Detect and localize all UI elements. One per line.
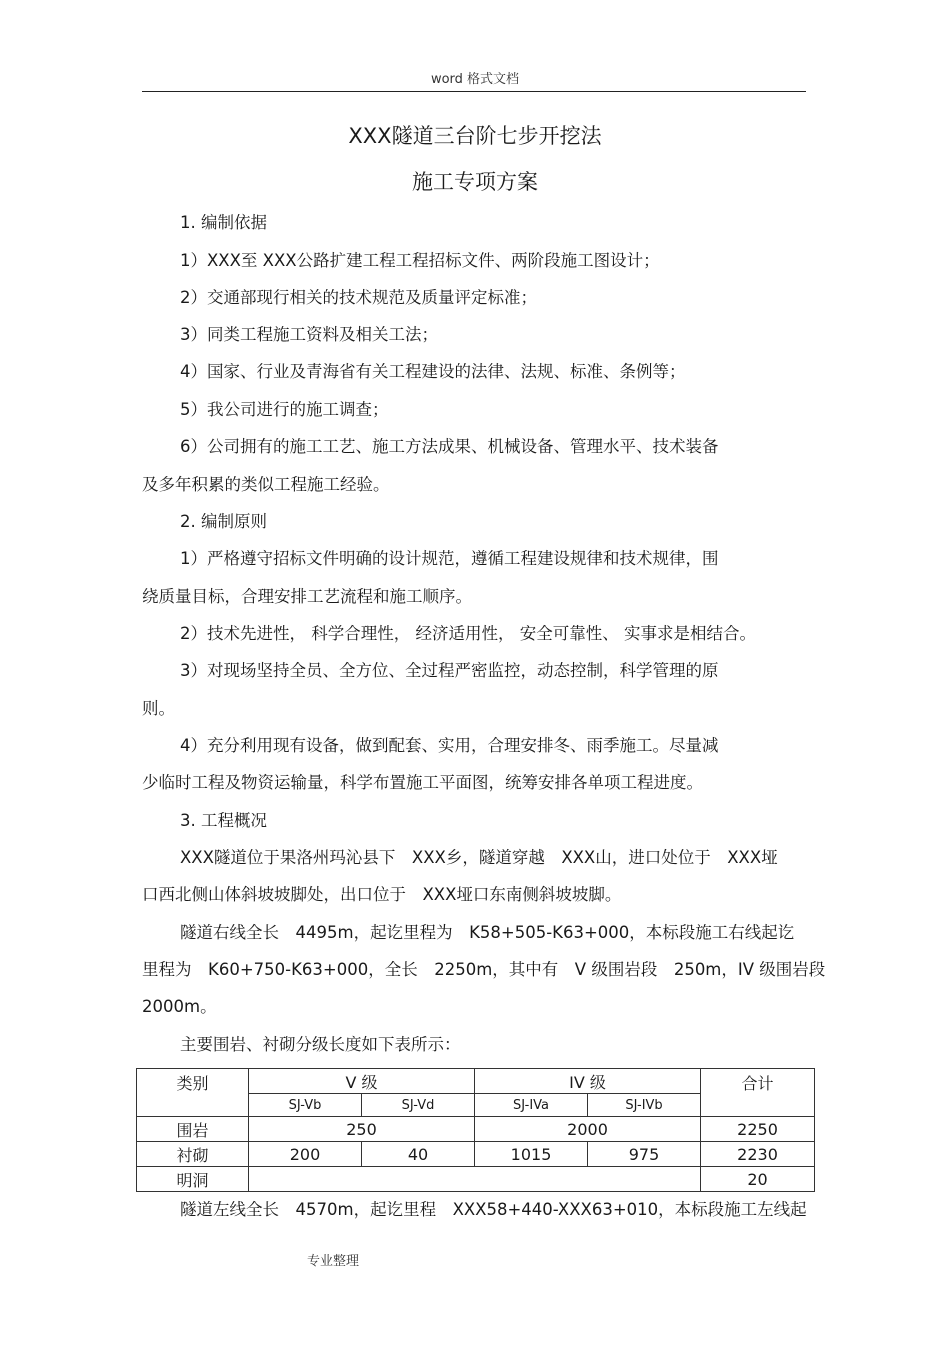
section-heading-principles: 2. 编制原则 bbox=[180, 512, 267, 531]
paragraph-line: 口西北侧山体斜坡坡脚处，出口位于 XXX垭口东南侧斜坡坡脚。 bbox=[142, 885, 622, 904]
paragraph-line: 6）公司拥有的施工工艺、施工方法成果、机械设备、管理水平、技术装备 bbox=[180, 437, 719, 456]
cell-lining-ivb: 975 bbox=[588, 1142, 701, 1167]
classification-table bbox=[136, 1068, 815, 1192]
paragraph-line: 3）对现场坚持全员、全方位、全过程严密监控，动态控制，科学管理的原 bbox=[180, 661, 719, 680]
subheader-sj-ivb: SJ-IVb bbox=[588, 1094, 701, 1117]
header-grade-iv: IV 级 bbox=[475, 1069, 701, 1094]
header-rule bbox=[142, 91, 806, 92]
table-row bbox=[137, 1167, 815, 1192]
row-label-lining: 衬砌 bbox=[137, 1142, 249, 1167]
cell-lining-vb: 200 bbox=[249, 1142, 362, 1167]
cell-rock-total: 2250 bbox=[701, 1117, 815, 1142]
document-subtitle: 施工专项方案 bbox=[412, 170, 538, 194]
paragraph-line: 里程为 K60+750-K63+000，全长 2250m，其中有 V 级围岩段 250m，IV 级围岩段 bbox=[142, 960, 826, 979]
cell-rock-v: 250 bbox=[249, 1117, 475, 1142]
paragraph-line: 则。 bbox=[142, 699, 175, 718]
cell-rock-iv: 2000 bbox=[475, 1117, 701, 1142]
paragraph-line: 3）同类工程施工资料及相关工法； bbox=[180, 325, 438, 344]
paragraph-line: 2）技术先进性， 科学合理性， 经济适用性， 安全可靠性、 实事求是相结合。 bbox=[180, 624, 756, 643]
cell-lining-iva: 1015 bbox=[475, 1142, 588, 1167]
paragraph-line: 2）交通部现行相关的技术规范及质量评定标准； bbox=[180, 288, 537, 307]
paragraph-line: 绕质量目标，合理安排工艺流程和施工顺序。 bbox=[142, 587, 472, 606]
paragraph-line: 隧道右线全长 4495m，起讫里程为 K58+505-K63+000，本标段施工右线起讫 bbox=[180, 923, 795, 942]
header-category: 类别 bbox=[137, 1069, 249, 1117]
cell-open-cut-total: 20 bbox=[701, 1167, 815, 1192]
paragraph-line: 5）我公司进行的施工调查； bbox=[180, 400, 389, 419]
section-heading-overview: 3. 工程概况 bbox=[180, 811, 267, 830]
header-grade-v: V 级 bbox=[249, 1069, 475, 1094]
subheader-sj-vb: SJ-Vb bbox=[249, 1094, 362, 1117]
paragraph-line: 1）严格遵守招标文件明确的设计规范，遵循工程建设规律和技术规律，围 bbox=[180, 549, 719, 568]
paragraph-line: 2000m。 bbox=[142, 997, 217, 1016]
paragraph-line: 少临时工程及物资运输量，科学布置施工平面图，统筹安排各单项工程进度。 bbox=[142, 773, 703, 792]
section-heading-basis: 1. 编制依据 bbox=[180, 213, 267, 232]
cell-open-cut-empty bbox=[249, 1167, 701, 1192]
document-title: XXX隧道三台阶七步开挖法 bbox=[348, 124, 602, 148]
subheader-sj-iva: SJ-IVa bbox=[475, 1094, 588, 1117]
header-total: 合计 bbox=[701, 1069, 815, 1117]
table-row bbox=[137, 1117, 815, 1142]
paragraph-line: 1）XXX至 XXX公路扩建工程工程招标文件、两阶段施工图设计； bbox=[180, 251, 660, 270]
page-footer: 专业整理 bbox=[307, 1254, 360, 1269]
paragraph-line: 4）国家、行业及青海省有关工程建设的法律、法规、标准、条例等； bbox=[180, 362, 686, 381]
row-label-rock: 围岩 bbox=[137, 1117, 249, 1142]
table-row bbox=[137, 1142, 815, 1167]
cell-lining-vd: 40 bbox=[362, 1142, 475, 1167]
paragraph-line: XXX隧道位于果洛州玛沁县下 XXX乡，隧道穿越 XXX山，进口处位于 XXX垭 bbox=[180, 848, 778, 867]
paragraph-line: 4）充分利用现有设备，做到配套、实用，合理安排冬、雨季施工。尽量减 bbox=[180, 736, 719, 755]
table-caption: 主要围岩、衬砌分级长度如下表所示： bbox=[180, 1035, 461, 1054]
cell-lining-total: 2230 bbox=[701, 1142, 815, 1167]
subheader-sj-vd: SJ-Vd bbox=[362, 1094, 475, 1117]
page-header: word 格式文档 bbox=[430, 72, 520, 87]
paragraph-line: 隧道左线全长 4570m，起讫里程 XXX58+440-XXX63+010，本标段施工左线起 bbox=[180, 1200, 807, 1219]
row-label-open-cut: 明洞 bbox=[137, 1167, 249, 1192]
paragraph-line: 及多年积累的类似工程施工经验。 bbox=[142, 475, 390, 494]
